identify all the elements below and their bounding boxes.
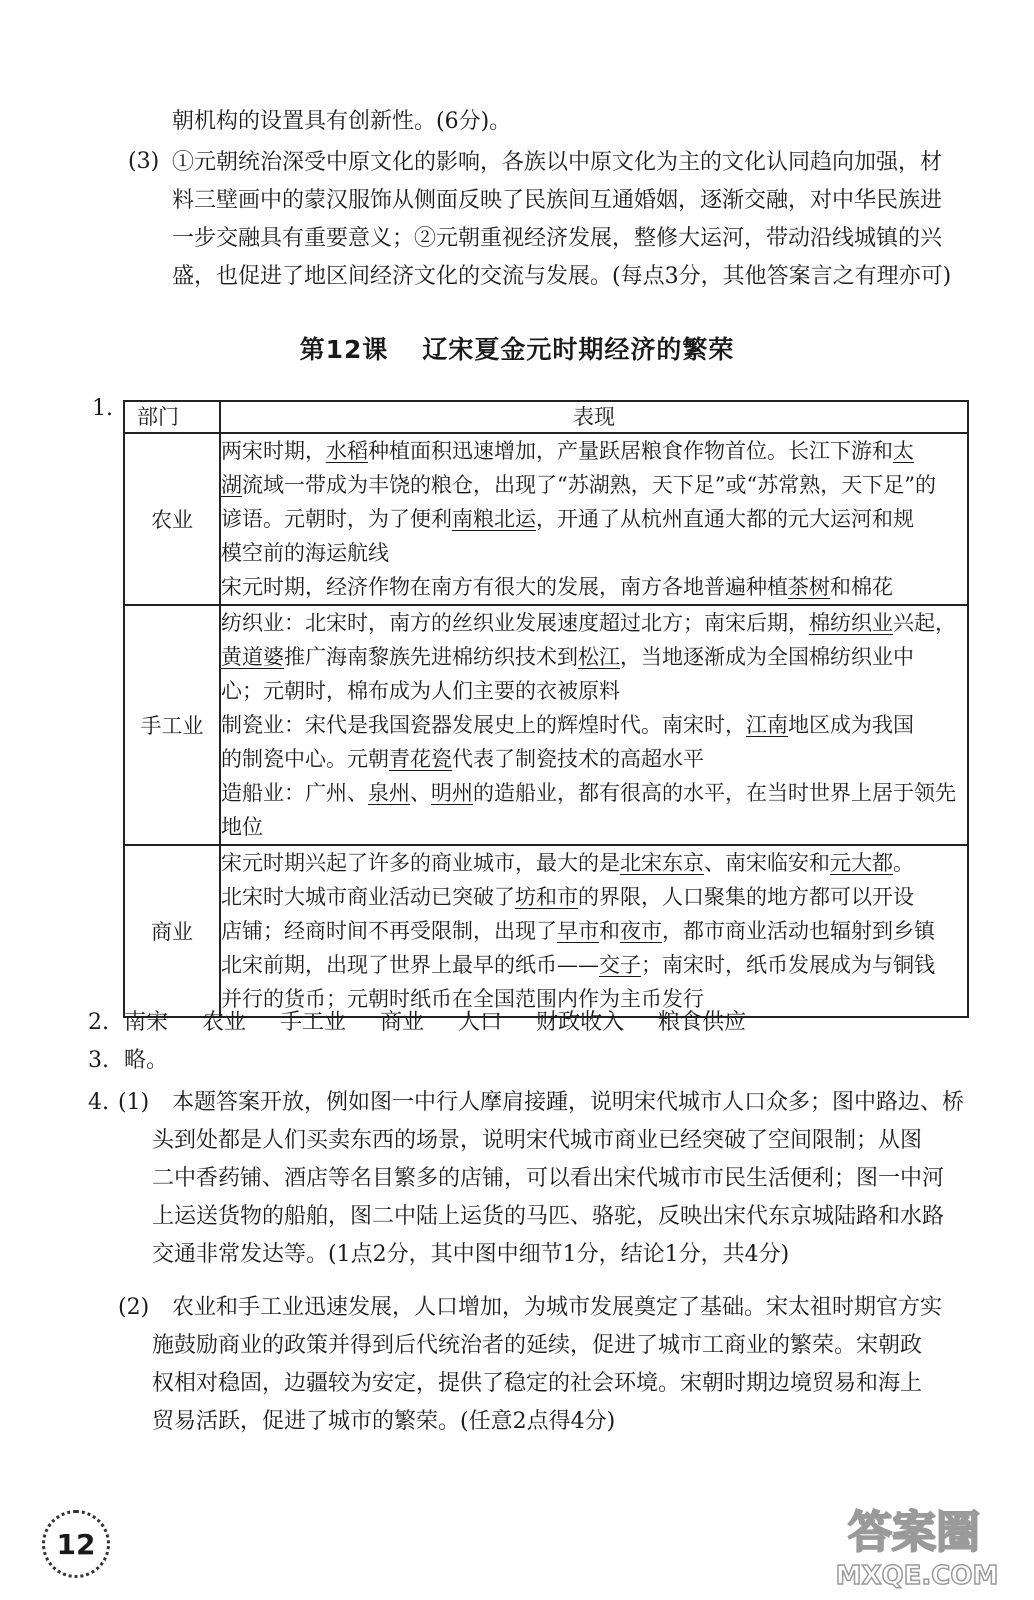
header-sector: 部门 xyxy=(124,401,220,433)
q2-item: 南宋 xyxy=(124,1010,169,1035)
underlined-answer: 元大都 xyxy=(830,851,893,875)
text-segment: 的造船业，都有很高的水平，在当时世界上居于领先 xyxy=(473,781,956,805)
text-line: 贸易活跃，促进了城市的繁荣。(任意2点得4分) xyxy=(152,1409,616,1434)
text-segment: 地位 xyxy=(221,815,263,839)
watermark-logo xyxy=(812,1492,1022,1592)
q3-answer xyxy=(88,1043,195,1074)
text-line: 一步交融具有重要意义；②元朝重视经济发展，整修大运河，带动沿线城镇的兴 xyxy=(172,226,943,251)
text-line xyxy=(221,880,967,914)
sector-cell: 手工业 xyxy=(124,605,220,845)
underlined-answer: 茶树 xyxy=(788,575,830,599)
table-body xyxy=(124,433,968,1017)
text-segment: 模空前的海运航线 xyxy=(221,541,389,565)
answer-table xyxy=(123,400,969,1018)
text-line: 施鼓励商业的政策并得到后代统治者的延续，促进了城市工商业的繁荣。宋朝政 xyxy=(152,1333,923,1358)
q4-part2-first xyxy=(172,1289,942,1327)
q4-part1-label: (1) xyxy=(118,1090,150,1115)
text-line xyxy=(221,434,967,468)
underlined-answer: 水稻 xyxy=(326,439,368,463)
text-line xyxy=(221,640,967,674)
text-line xyxy=(221,536,967,570)
text-line xyxy=(221,570,967,604)
text-line: 头到处都是人们买卖东西的场景，说明宋代城市商业已经突破了空间限制；从图 xyxy=(152,1128,923,1153)
underlined-answer: 北宋东京 xyxy=(620,851,704,875)
text-segment: 和棉花 xyxy=(830,575,893,599)
text-line: 本题答案开放，例如图一中行人摩肩接踵，说明宋代城市人口众多；图中路边、桥 xyxy=(172,1090,965,1115)
text-segment: 的界限，人口聚集的地方都可以开设 xyxy=(578,885,914,909)
underlined-answer: 青花瓷 xyxy=(389,747,452,771)
underlined-answer: 南粮北运 xyxy=(452,507,536,531)
text-line: 二中香药铺、酒店等名目繁多的店铺，可以看出宋代城市市民生活便利；图一中河 xyxy=(152,1166,945,1191)
text-segment: ，都市商业活动也辐射到乡镇 xyxy=(662,919,935,943)
text-segment: ；南宋时，纸币发展成为与铜钱 xyxy=(641,953,935,977)
text-segment: 代表了制瓷技术的高超水平 xyxy=(452,747,704,771)
text-line: 农业和手工业迅速发展，人口增加，为城市发展奠定了基础。宋太祖时期官方实 xyxy=(172,1295,943,1320)
text-segment: ，开通了从杭州直通大都的元大运河和规 xyxy=(536,507,914,531)
text-segment: 两宋时期， xyxy=(221,439,326,463)
lesson-name: 辽宋夏金元时期经济的繁荣 xyxy=(422,335,735,364)
lesson-title xyxy=(0,330,1034,366)
underlined-answer: 太 xyxy=(893,439,914,463)
text-segment: 并行的货币；元朝时纸币在全国范围内作为主币发行 xyxy=(221,987,704,1011)
text-line xyxy=(221,468,967,502)
text-segment: 流域一带成为丰饶的粮仓，出现了“苏湖熟，天下足”或“苏常熟，天下足”的 xyxy=(242,473,936,497)
text-segment: 和 xyxy=(599,919,620,943)
watermark-url: MXQE.COM xyxy=(835,1561,999,1591)
prev-q3-answer xyxy=(172,144,951,296)
underlined-answer: 夜市 xyxy=(620,919,662,943)
sector-cell: 商业 xyxy=(124,845,220,1017)
underlined-answer: 明州 xyxy=(431,781,473,805)
text-segment: 地区成为我国 xyxy=(788,713,914,737)
q3-text: 略。 xyxy=(124,1048,169,1073)
q2-item: 粮食供应 xyxy=(658,1010,747,1035)
text-segment: 种植面积迅速增加，产量跃居粮食作物首位。长江下游和 xyxy=(368,439,893,463)
text-line: 料三壁画中的蒙汉服饰从侧面反映了民族间互通婚姻，逐渐交融，对中华民族进 xyxy=(172,188,943,213)
text-line xyxy=(221,776,967,810)
text-line xyxy=(221,846,967,880)
text-line xyxy=(221,606,967,640)
text-segment: 纺织业：北宋时，南方的丝织业发展速度超过北方；南宋后期， xyxy=(221,611,809,635)
text-segment: 谚语。元朝时，为了便利 xyxy=(221,507,452,531)
q2-item: 农业 xyxy=(202,1010,247,1035)
q3-label: 3. xyxy=(88,1048,109,1073)
text-segment: 。 xyxy=(893,851,914,875)
q4-part1-first xyxy=(172,1084,964,1122)
prev-q3-label: (3) xyxy=(128,149,160,174)
q4-part2-rest xyxy=(152,1327,922,1441)
text-line xyxy=(221,708,967,742)
text-segment: ，当地逐渐成为全国棉纺织业中 xyxy=(620,645,914,669)
underlined-answer: 湖 xyxy=(221,473,242,497)
underlined-answer: 早市 xyxy=(557,919,599,943)
lesson-number: 第12课 xyxy=(299,335,389,364)
q2-answer xyxy=(88,1005,773,1036)
text-segment: 北宋前期，出现了世界上最早的纸币—— xyxy=(221,953,599,977)
text-segment: 店铺；经商时间不再受限制，出现了 xyxy=(221,919,557,943)
table-row xyxy=(124,605,968,845)
table-row xyxy=(124,433,968,605)
prev-answer-tail xyxy=(172,103,511,141)
q2-item: 人口 xyxy=(458,1010,503,1035)
underlined-answer: 黄道婆 xyxy=(221,645,284,669)
q2-label: 2. xyxy=(88,1010,109,1035)
text-segment: 的制瓷中心。元朝 xyxy=(221,747,389,771)
text-line xyxy=(221,674,967,708)
underlined-answer: 交子 xyxy=(599,953,641,977)
text-segment: 造船业：广州、 xyxy=(221,781,368,805)
table-row xyxy=(124,845,968,1017)
text-line xyxy=(221,502,967,536)
text-segment: 、 xyxy=(410,781,431,805)
q1-label: 1. xyxy=(92,396,113,421)
q2-item: 商业 xyxy=(380,1010,425,1035)
sector-cell: 农业 xyxy=(124,433,220,605)
q4-label: 4. xyxy=(88,1090,109,1115)
text-segment: 宋元时期兴起了许多的商业城市，最大的是 xyxy=(221,851,620,875)
performance-cell xyxy=(220,845,968,1017)
text-line xyxy=(221,948,967,982)
prev-line: 朝机构的设置具有创新性。(6分)。 xyxy=(172,109,512,134)
watermark-title: 答案圈 xyxy=(848,1507,980,1558)
text-segment: 制瓷业：宋代是我国瓷器发展史上的辉煌时代。南宋时， xyxy=(221,713,746,737)
q2-item: 手工业 xyxy=(280,1010,347,1035)
underlined-answer: 棉纺织业 xyxy=(809,611,893,635)
performance-cell xyxy=(220,433,968,605)
header-performance: 表现 xyxy=(220,401,968,433)
text-line: 上运送货物的船舶，图二中陆上运货的马匹、骆驼，反映出宋代东京城陆路和水路 xyxy=(152,1204,945,1229)
underlined-answer: 江南 xyxy=(746,713,788,737)
text-line: 权相对稳固，边疆较为安定，提供了稳定的社会环境。宋朝时期边境贸易和海上 xyxy=(152,1371,923,1396)
page-number: 12 xyxy=(42,1510,110,1578)
underlined-answer: 松江 xyxy=(578,645,620,669)
text-line: 交通非常发达等。(1点2分，其中图中细节1分，结论1分，共4分) xyxy=(152,1242,790,1267)
q4-part1-rest xyxy=(152,1122,944,1274)
text-segment: 北宋时大城市商业活动已突破了 xyxy=(221,885,515,909)
text-line xyxy=(221,810,967,844)
performance-cell xyxy=(220,605,968,845)
underlined-answer: 泉州 xyxy=(368,781,410,805)
text-line xyxy=(221,914,967,948)
text-segment: 宋元时期，经济作物在南方有很大的发展，南方各地普遍种植 xyxy=(221,575,788,599)
text-segment: 兴起， xyxy=(893,611,956,635)
text-line: 盛，也促进了地区间经济文化的交流与发展。(每点3分，其他答案言之有理亦可) xyxy=(172,264,952,289)
q4-part2-label: (2) xyxy=(118,1295,150,1320)
text-segment: 推广海南黎族先进棉纺织技术到 xyxy=(284,645,578,669)
text-line xyxy=(221,742,967,776)
text-segment: 心；元朝时，棉布成为人们主要的衣被原料 xyxy=(221,679,620,703)
text-segment: 、南宋临安和 xyxy=(704,851,830,875)
text-line: ①元朝统治深受中原文化的影响，各族以中原文化为主的文化认同趋向加强，材 xyxy=(172,150,943,175)
q2-item: 财政收入 xyxy=(536,1010,625,1035)
underlined-answer: 坊和市 xyxy=(515,885,578,909)
